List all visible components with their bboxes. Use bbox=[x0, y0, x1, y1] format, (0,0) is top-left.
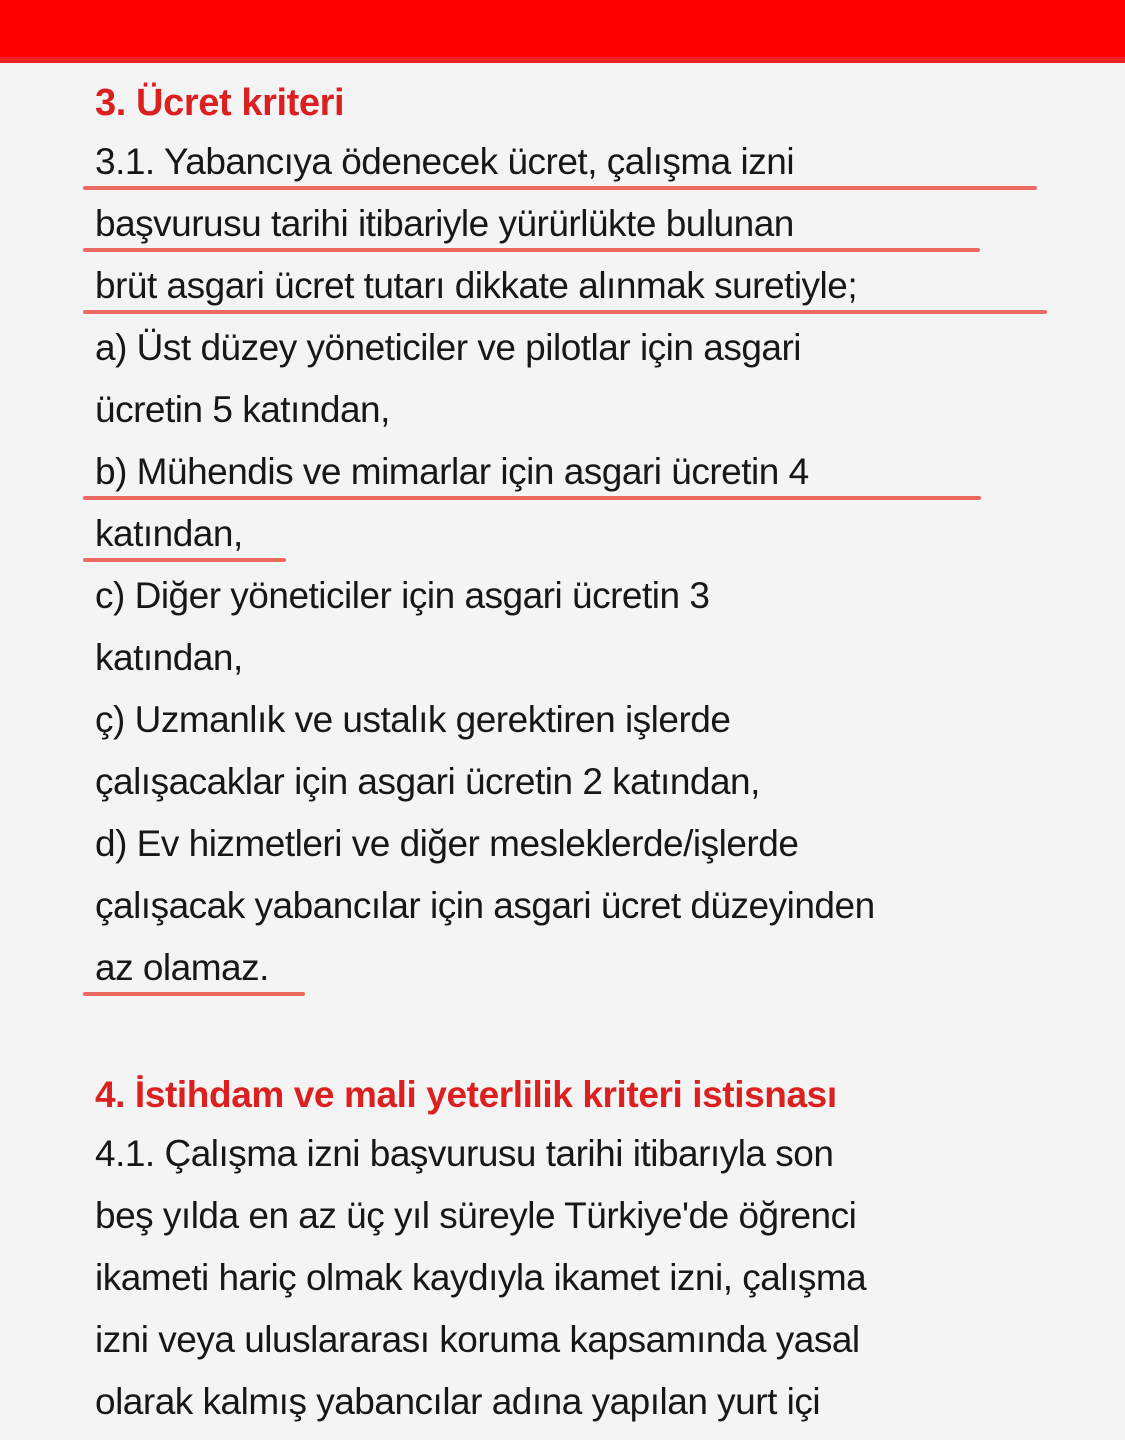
section-3-line-13: çalışacak yabancılar için asgari ücret düzeyinden bbox=[95, 885, 875, 926]
section-3-line-10: ç) Uzmanlık ve ustalık gerektiren işlerde bbox=[95, 699, 731, 740]
highlight-underline-5 bbox=[83, 558, 286, 562]
highlight-underline-2 bbox=[83, 248, 980, 252]
section-4-line-1: 4.1. Çalışma izni başvurusu tarihi itibarıyla son bbox=[95, 1133, 834, 1174]
section-4-line-4: izni veya uluslararası koruma kapsamında yasal bbox=[95, 1319, 860, 1360]
section-3-heading: 3. Ücret kriteri bbox=[95, 82, 345, 124]
top-banner-edge bbox=[0, 57, 1125, 63]
highlight-underline-6 bbox=[83, 992, 305, 996]
section-3-line-7: katından, bbox=[95, 513, 243, 554]
section-3-line-3: brüt asgari ücret tutarı dikkate alınmak suretiyle; bbox=[95, 265, 858, 306]
section-3-line-8: c) Diğer yöneticiler için asgari ücretin 3 bbox=[95, 575, 710, 616]
section-4-line-5: olarak kalmış yabancılar adına yapılan yurt içi bbox=[95, 1381, 821, 1422]
section-3-line-4: a) Üst düzey yöneticiler ve pilotlar için asgari bbox=[95, 327, 802, 368]
top-red-banner bbox=[0, 0, 1125, 57]
highlight-underline-4 bbox=[83, 496, 981, 500]
section-3-line-6: b) Mühendis ve mimarlar için asgari ücretin 4 bbox=[95, 451, 809, 492]
section-3-line-11: çalışacaklar için asgari ücretin 2 katından, bbox=[95, 761, 760, 802]
section-4-line-2: beş yılda en az üç yıl süreyle Türkiye'de öğrenci bbox=[95, 1195, 857, 1236]
highlight-underline-3 bbox=[83, 310, 1047, 314]
section-3-line-14: az olamaz. bbox=[95, 947, 269, 988]
section-3-line-12: d) Ev hizmetleri ve diğer mesleklerde/işlerde bbox=[95, 823, 799, 864]
section-3-line-5: ücretin 5 katından, bbox=[95, 389, 390, 430]
highlight-underline-1 bbox=[83, 186, 1037, 190]
section-3-line-1: 3.1. Yabancıya ödenecek ücret, çalışma izni bbox=[95, 141, 795, 182]
section-4-heading: 4. İstihdam ve mali yeterlilik kriteri istisnası bbox=[95, 1074, 837, 1115]
section-3-line-2: başvurusu tarihi itibariyle yürürlükte bulunan bbox=[95, 203, 794, 244]
section-4-line-3: ikameti hariç olmak kaydıyla ikamet izni, çalışma bbox=[95, 1257, 867, 1298]
section-3-line-9: katından, bbox=[95, 637, 243, 678]
